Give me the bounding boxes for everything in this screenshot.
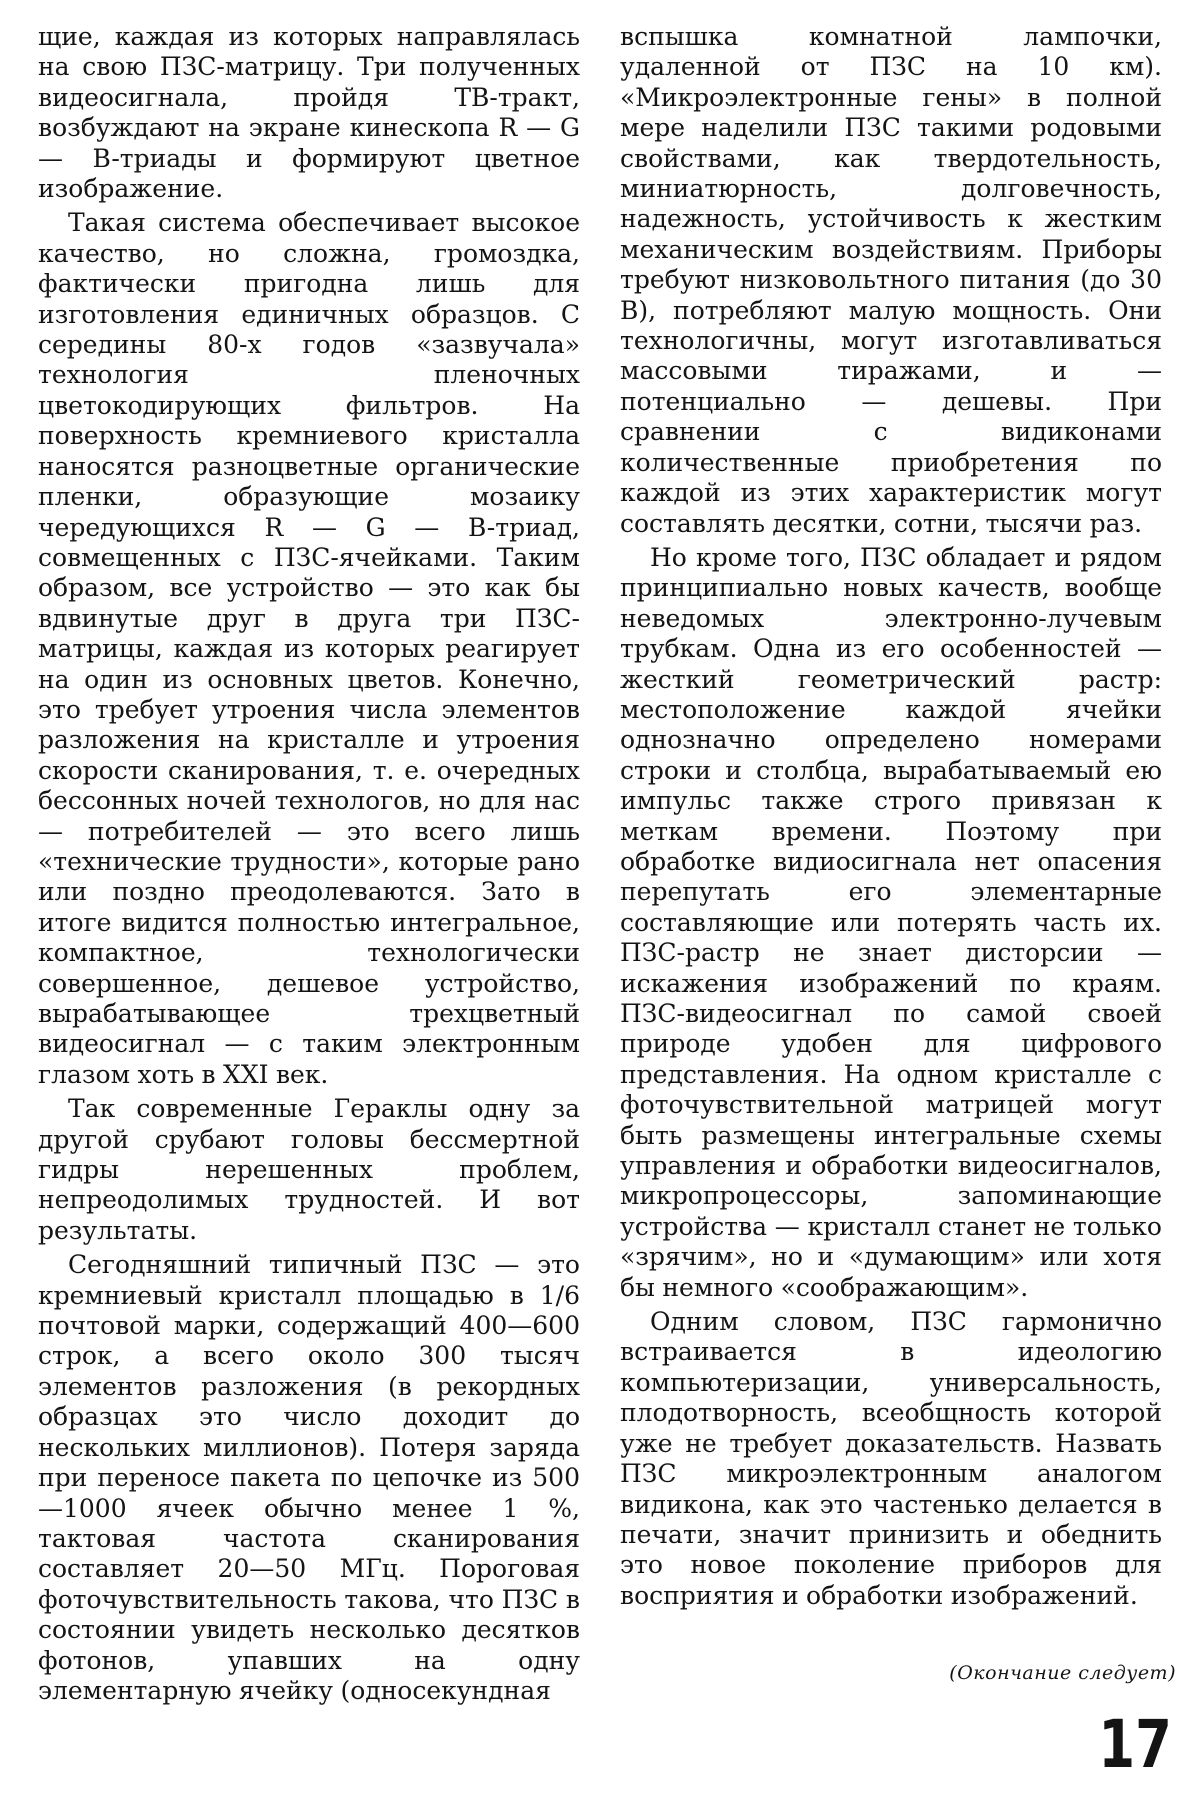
paragraph: вспышка комнатной лампочки, удаленной от ПЗС на 10 км). «Микроэлектронные гены» в полной мере наделили ПЗС такими родовыми свойствами, как твердотельность, миниатюрность, долговечность, надежность, устойчивость к жестким механическим воздействиям. Приборы требуют низковольтного питания (до 30 В), потребляют малую мощность. Они технологичны, могут изготавливаться массовыми тиражами, и — потенциально — дешевы. При сравнении с видиконами количественные приобретения по каждой из этих характеристик могут составлять десятки, сотни, тысячи раз. [620, 22, 1162, 538]
paragraph: Но кроме того, ПЗС обладает и рядом принципиально новых качеств, вообще неведомых электронно-лучевым трубкам. Одна из его особенностей — жесткий геометрический растр: местоположение каждой ячейки однозначно определено номерами строки и столбца, вырабатываемый ею импульс также строго привязан к меткам времени. Поэтому при обработке видиосигнала нет опасения перепутать его элементарные составляющие или потерять часть их. ПЗС-растр не знает дисторсии — искажения изображений по краям. ПЗС-видеосигнал по самой своей природе удобен для цифрового представления. На одном кристалле с фоточувствительной матрицей могут быть размещены интегральные схемы управления и обработки видеосигналов, микропроцессоры, запоминающие устройства — кристалл станет не только «зрячим», но и «думающим» или хотя бы немного «соображающим». [620, 542, 1162, 1302]
paragraph: Сегодняшний типичный ПЗС — это кремниевый кристалл площадью в 1/6 почтовой марки, содержащий 400—600 строк, а всего около 300 тысяч элементов разложения (в рекордных образцах это число доходит до нескольких миллионов). Потеря заряда при переносе пакета по цепочке из 500—1000 ячеек обычно менее 1 %, тактовая частота сканирования составляет 20—50 МГц. Пороговая фоточувствительность такова, что ПЗС в состоянии увидеть несколько десятков фотонов, упавших на одну элементарную ячейку (односекундная [38, 1250, 580, 1705]
paragraph: Одним словом, ПЗС гармонично встраивается в идеологию компьютеризации, универсальность, плодотворность, всеобщность которой уже не требует доказательств. Назвать ПЗС микроэлектронным аналогом видикона, как это частенько делается в печати, значит принизить и обеднить это новое поколение приборов для восприятия и обработки изображений. [620, 1307, 1162, 1610]
paragraph: Такая система обеспечивает высокое качество, но сложна, громоздка, фактически пригодна лишь для изготовления единичных образцов. С середины 80-х годов «зазвучала» технология пленочных цветокодирующих фильтров. На поверхность кремниевого кристалла наносятся разноцветные органические пленки, образующие мозаику чередующихся R — G — B-триад, совмещенных с ПЗС-ячейками. Таким образом, все устройство — это как бы вдвинутые друг в друга три ПЗС-матрицы, каждая из которых реагирует на один из основных цветов. Конечно, это требует утроения числа элементов разложения на кристалле и утроения скорости сканирования, т. е. очередных бессонных ночей технологов, но для нас — потребителей — это всего лишь «технические трудности», которые рано или поздно преодолеваются. Зато в итоге видится полностью интегральное, компактное, технологически совершенное, дешевое устройство, вырабатывающее трехцветный видеосигнал — с таким электронным глазом хоть в XXI век. [38, 208, 580, 1089]
paragraph: Так современные Гераклы одну за другой срубают головы бессмертной гидры нерешенных проблем, непреодолимых трудностей. И вот результаты. [38, 1094, 580, 1245]
continuation-note: (Окончание следует) [949, 1662, 1176, 1684]
text-column-left [38, 22, 580, 1710]
paragraph: щие, каждая из которых направлялась на свою ПЗС-матрицу. Три полученных видеосигнала, пройдя ТВ-тракт, возбуждают на экране кинескопа R — G — B-триады и формируют цветное изображение. [38, 22, 580, 204]
page-number: 17 [1098, 1706, 1172, 1783]
text-column-right [620, 22, 1162, 1615]
